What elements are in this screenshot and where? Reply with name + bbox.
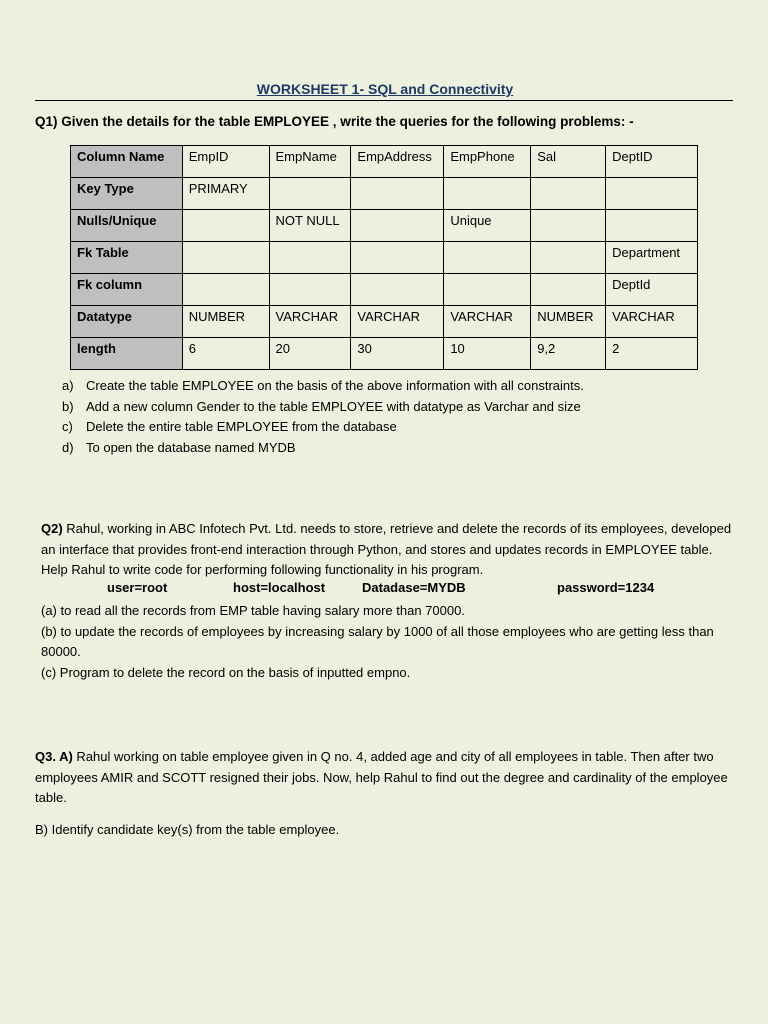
row-header-cell: Key Type bbox=[71, 178, 183, 210]
row-header-cell: Column Name bbox=[71, 146, 183, 178]
table-cell bbox=[182, 242, 269, 274]
q2-part-a: (a) to read all the records from EMP table having salary more than 70000. bbox=[41, 603, 465, 618]
table-cell bbox=[606, 210, 698, 242]
q1-task-c: c) Delete the entire table EMPLOYEE from the database bbox=[62, 419, 397, 435]
table-cell: EmpAddress bbox=[351, 146, 444, 178]
table-cell bbox=[351, 274, 444, 306]
table-cell: NUMBER bbox=[531, 306, 606, 338]
q1-task-d: d) To open the database named MYDB bbox=[62, 440, 296, 456]
employee-table bbox=[70, 145, 698, 370]
q2-subquestions bbox=[41, 601, 741, 683]
conn-password: password=1234 bbox=[557, 580, 655, 595]
q2-part-c: (c) Program to delete the record on the basis of inputted empno. bbox=[41, 664, 411, 680]
table-cell: EmpPhone bbox=[444, 146, 531, 178]
table-cell: 10 bbox=[444, 338, 531, 370]
table-cell: VARCHAR bbox=[606, 306, 698, 338]
table-cell: 2 bbox=[606, 338, 698, 370]
conn-user: user=root bbox=[107, 580, 168, 595]
table-cell: NUMBER bbox=[182, 306, 269, 338]
table-cell bbox=[531, 274, 606, 306]
table-row bbox=[71, 178, 698, 210]
table-cell bbox=[351, 178, 444, 210]
row-header-cell: Fk Table bbox=[71, 242, 183, 274]
row-header-cell: Fk column bbox=[71, 274, 183, 306]
table-cell bbox=[182, 274, 269, 306]
table-cell bbox=[351, 242, 444, 274]
table-cell bbox=[269, 178, 351, 210]
table-cell: Unique bbox=[444, 210, 531, 242]
worksheet-title: WORKSHEET 1- SQL and Connectivity bbox=[256, 81, 514, 97]
table-cell bbox=[444, 178, 531, 210]
q2-connection-params bbox=[0, 580, 768, 600]
row-header-cell: Datatype bbox=[71, 306, 183, 338]
table-row bbox=[71, 146, 698, 178]
table-cell bbox=[269, 274, 351, 306]
conn-database: Datadase=MYDB bbox=[362, 580, 466, 595]
table-cell bbox=[444, 242, 531, 274]
table-cell: DeptID bbox=[606, 146, 698, 178]
conn-host: host=localhost bbox=[233, 580, 326, 595]
table-row bbox=[71, 306, 698, 338]
table-cell: Sal bbox=[531, 146, 606, 178]
q3-part-a: Q3. A) Rahul working on table employee given in Q no. 4, added age and city of all employees in table. Then after two employees AMIR and SCOTT resigned their jobs. Now, help Rahul to find out the degree and cardinality of the employee table. bbox=[35, 749, 728, 805]
row-header-cell: length bbox=[71, 338, 183, 370]
table-row bbox=[71, 274, 698, 306]
table-cell: NOT NULL bbox=[269, 210, 351, 242]
table-row bbox=[71, 338, 698, 370]
table-cell: VARCHAR bbox=[351, 306, 444, 338]
table-cell: Department bbox=[606, 242, 698, 274]
table-cell: 6 bbox=[182, 338, 269, 370]
table-cell: VARCHAR bbox=[444, 306, 531, 338]
table-cell bbox=[606, 178, 698, 210]
q1-task-b: b) Add a new column Gender to the table EMPLOYEE with datatype as Varchar and size bbox=[62, 398, 581, 414]
table-cell: DeptId bbox=[606, 274, 698, 306]
table-cell bbox=[444, 274, 531, 306]
table-cell: EmpName bbox=[269, 146, 351, 178]
q1-task-a: a) Create the table EMPLOYEE on the basis of the above information with all constraints. bbox=[62, 378, 584, 393]
table-cell: PRIMARY bbox=[182, 178, 269, 210]
q1-heading: Q1) Given the details for the table EMPLOYEE ‚ write the queries for the following problems: - bbox=[35, 114, 634, 129]
table-cell: VARCHAR bbox=[269, 306, 351, 338]
q3-part-b: B) Identify candidate key(s) from the table employee. bbox=[35, 822, 340, 837]
table-cell: 9,2 bbox=[531, 338, 606, 370]
table-cell bbox=[182, 210, 269, 242]
table-row bbox=[71, 210, 698, 242]
table-cell bbox=[269, 242, 351, 274]
q1-task-list bbox=[62, 376, 584, 459]
table-row bbox=[71, 242, 698, 274]
table-cell: EmpID bbox=[182, 146, 269, 178]
row-header-cell: Nulls/Unique bbox=[71, 210, 183, 242]
title-divider bbox=[35, 100, 733, 101]
q2-intro: Q2) Rahul, working in ABC Infotech Pvt. Ltd. needs to store, retrieve and delete the records of its employees, developed an interface that provides front-end interaction through Python, and stores and updates records in EMPLOYEE table. Help Rahul to write code for performing following functionality in his program. bbox=[41, 521, 732, 577]
q2-part-b: (b) to update the records of employees by increasing salary by 1000 of all those employees who are getting less than 80000. bbox=[41, 623, 714, 659]
table-cell: 30 bbox=[351, 338, 444, 370]
table-cell bbox=[531, 242, 606, 274]
table-cell bbox=[531, 210, 606, 242]
table-cell bbox=[531, 178, 606, 210]
table-cell: 20 bbox=[269, 338, 351, 370]
table-cell bbox=[351, 210, 444, 242]
